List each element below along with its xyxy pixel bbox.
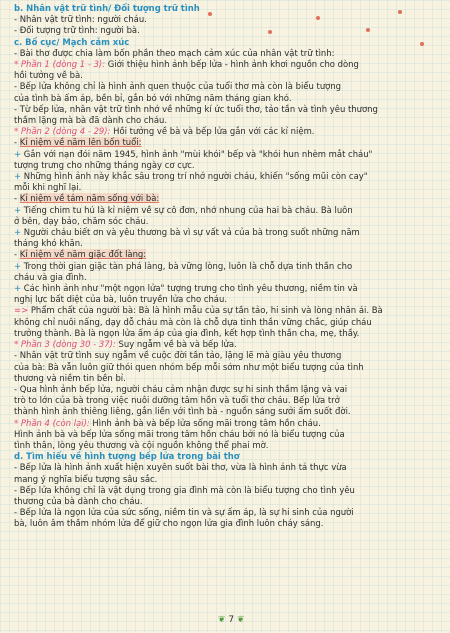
text-line <box>14 261 440 272</box>
leaf-icon: ❦ <box>218 615 226 625</box>
line-text: trưởng thành. Bà là ngọn lửa ấm áp của gia đình, kết hợp tình thần cha, mẹ, thầy. <box>14 327 360 338</box>
line-text: - Nhân vật trữ tình: người cháu. <box>14 14 147 25</box>
bullet-marker: * <box>14 126 21 137</box>
decor-dot <box>268 30 272 34</box>
text-line <box>14 182 440 193</box>
line-text: Những hình ảnh này khắc sâu trong trí nhớ người cháu, khiến "sống mũi còn cay" <box>23 171 368 182</box>
memory-heading: Kỉ niệm về năm giặc đốt làng: <box>19 249 147 260</box>
part-label: Phần 2 (dòng 4 - 29): <box>20 126 111 137</box>
text-line <box>14 440 440 451</box>
plus-marker: + <box>14 171 24 182</box>
section-heading: d. Tìm hiểu về hình tượng bếp lửa trong bài thơ <box>14 451 240 462</box>
line-text: của tình bà ấm áp, bền bỉ, gắn bó với những năm tháng gian khó. <box>14 92 292 103</box>
decor-dot <box>316 16 320 20</box>
line-text: trò to lớn của bà trong việc nuôi dưỡng tâm hồn và tuổi thơ cháu. Bếp lửa trở <box>14 395 340 406</box>
text-line <box>14 294 440 305</box>
line-text: - Bếp lửa là ngọn lửa của sức sống, niềm tin và sự ấm áp, là sự hi sinh của người <box>14 507 354 518</box>
text-line <box>14 362 440 373</box>
text-line <box>14 238 440 249</box>
line-text: mỗi khi nghĩ lại. <box>14 182 82 193</box>
memory-heading: Kỉ niệm về năm lên bốn tuổi: <box>19 137 142 148</box>
text-line <box>14 93 440 104</box>
text-line <box>14 429 440 440</box>
line-text: nghị lực bất diệt của bà, luôn truyền lửa cho cháu. <box>14 294 228 305</box>
text-line <box>14 418 440 429</box>
line-text: ở bên, dạy bảo, chăm sóc cháu. <box>14 215 149 226</box>
line-text: Suy ngẫm về bà và bếp lửa. <box>115 339 237 350</box>
text-line <box>14 3 440 14</box>
line-text: - Từ bếp lửa, nhân vật trữ tình nhớ về những kí ức tuổi thơ, tảo tần và tình yêu thương <box>14 103 378 114</box>
text-line <box>14 14 440 25</box>
text-line <box>14 373 440 384</box>
decor-dot <box>398 10 402 14</box>
plus-marker: + <box>14 260 24 271</box>
text-line <box>14 272 440 283</box>
line-text: thành hình ảnh thiêng liêng, gắn liền với tình bà - nguồn sáng sưởi ấm suốt đời. <box>14 406 351 417</box>
line-text: tháng khó khăn. <box>14 238 83 249</box>
page-number-ornament <box>218 615 245 625</box>
text-line <box>14 485 440 496</box>
text-line <box>14 384 440 395</box>
line-text: thương và niềm tin bền bỉ. <box>14 372 126 383</box>
decor-dot <box>208 12 212 16</box>
text-line <box>14 350 440 361</box>
text-line <box>14 37 440 48</box>
text-line <box>14 328 440 339</box>
text-line <box>14 317 440 328</box>
line-text: thầm lặng mà bà đã dành cho cháu. <box>14 115 168 126</box>
line-text: - Bếp lửa không chỉ là vật dụng trong gia đình mà còn là biểu tượng cho tình yêu <box>14 484 355 495</box>
leaf-icon: ❦ <box>237 615 245 625</box>
part-label: Phần 1 (dòng 1 - 3): <box>20 59 106 70</box>
plus-marker: + <box>14 227 24 238</box>
line-text: Người cháu biết ơn và yêu thương bà vì sự vất vả của bà trong suốt những năm <box>23 227 360 238</box>
text-line <box>14 193 440 204</box>
text-line <box>14 171 440 182</box>
page-number: 7 <box>228 615 235 625</box>
section-heading: b. Nhân vật trữ tình/ Đối tượng trữ tình <box>14 3 200 13</box>
line-text: Các hình ảnh như "một ngọn lửa" tượng trưng cho tình yêu thương, niềm tin và <box>23 283 358 294</box>
plus-marker: + <box>14 204 24 215</box>
bullet-marker: - <box>14 249 20 260</box>
text-line <box>14 25 440 36</box>
memory-heading: Kỉ niệm về tám năm sống với bà: <box>19 193 160 204</box>
bullet-marker: * <box>14 59 21 70</box>
text-line <box>14 59 440 70</box>
text-line <box>14 507 440 518</box>
line-text: hồi tưởng về bà. <box>14 70 83 81</box>
text-line <box>14 70 440 81</box>
text-line <box>14 48 440 59</box>
decor-dot <box>366 28 370 32</box>
text-line <box>14 451 440 462</box>
text-line <box>14 462 440 473</box>
text-line <box>14 160 440 171</box>
line-text: cháu và gia đình. <box>14 271 87 282</box>
bullet-marker: * <box>14 339 21 350</box>
text-line <box>14 249 440 260</box>
text-line <box>14 227 440 238</box>
line-text: Hình ảnh bà và bếp lửa sống mãi trong tâm hồn cháu. <box>89 417 321 428</box>
text-line <box>14 104 440 115</box>
bullet-marker: * <box>14 417 21 428</box>
plus-marker: + <box>14 148 24 159</box>
text-line <box>14 137 440 148</box>
text-line <box>14 474 440 485</box>
text-line <box>14 126 440 137</box>
text-line <box>14 205 440 216</box>
decor-dot <box>420 42 424 46</box>
text-line <box>14 518 440 529</box>
text-line <box>14 115 440 126</box>
line-text: mang ý nghĩa biểu tượng sâu sắc. <box>14 473 158 484</box>
text-line <box>14 216 440 227</box>
line-text: Hình ảnh bà và bếp lửa sống mãi trong tâm hồn cháu bởi nó là biểu tượng của <box>14 428 345 439</box>
text-line <box>14 81 440 92</box>
line-text: - Nhân vật trữ tình suy ngẫm về cuộc đời tần tảo, lặng lẽ mà giàu yêu thương <box>14 350 342 361</box>
plus-marker: + <box>14 283 24 294</box>
document-body <box>14 3 440 530</box>
arrow-marker: => <box>14 305 31 316</box>
line-text: - Đối tượng trữ tình: người bà. <box>14 25 140 36</box>
line-text: Phẩm chất của người bà: Bà là hình mẫu của sự tần tảo, hi sinh và lòng nhân ái. Bà <box>30 305 383 316</box>
line-text: thương của bà dành cho cháu. <box>14 495 143 506</box>
text-line <box>14 283 440 294</box>
text-line <box>14 149 440 160</box>
section-heading: c. Bố cục/ Mạch cảm xúc <box>14 36 130 47</box>
line-text: - Bài thơ được chia làm bốn phần theo mạch cảm xúc của nhân vật trữ tình: <box>14 47 335 58</box>
line-text: tượng trưng cho những tháng ngày cơ cực. <box>14 159 195 170</box>
text-line <box>14 406 440 417</box>
line-text: - Bếp lửa không chỉ là hình ảnh quen thuộc của tuổi thơ mà còn là biểu tượng <box>14 81 342 92</box>
line-text: không chỉ nuôi nấng, dạy dỗ cháu mà còn là chỗ dựa tinh thần vững chắc, giúp cháu <box>14 316 372 327</box>
line-text: bà, luôn âm thầm nhóm lửa để giữ cho ngọn lửa gia đình luôn cháy sáng. <box>14 518 324 529</box>
bullet-marker: - <box>14 137 20 148</box>
line-text: Gắn với nạn đói năm 1945, hình ảnh "mùi khói" bếp và "khói hun nhèm mắt cháu" <box>23 148 373 159</box>
line-text: - Qua hình ảnh bếp lửa, người cháu cảm nhận được sự hi sinh thầm lặng và vai <box>14 383 348 394</box>
text-line <box>14 496 440 507</box>
line-text: Hồi tưởng về bà và bếp lửa gắn với các kỉ niệm. <box>110 126 315 137</box>
text-line <box>14 339 440 350</box>
part-label: Phần 3 (dòng 30 - 37): <box>20 339 116 350</box>
line-text: Trong thời gian giặc tàn phá làng, bà vững lòng, luôn là chỗ dựa tinh thần cho <box>23 260 353 271</box>
text-line <box>14 395 440 406</box>
bullet-marker: - <box>14 193 20 204</box>
part-label: Phần 4 (còn lại): <box>20 417 90 428</box>
line-text: Giới thiệu hình ảnh bếp lửa - hình ảnh khơi nguồn cho dòng <box>105 59 359 70</box>
line-text: - Bếp lửa là hình ảnh xuất hiện xuyên suốt bài thơ, vừa là hình ảnh tả thực vừa <box>14 462 347 473</box>
line-text: Tiếng chim tu hú là kỉ niệm về sự cô đơn, nhớ nhung của hai bà cháu. Bà luôn <box>23 204 353 215</box>
line-text: tình thân, lòng yêu thương và cội nguồn không thể phai mờ. <box>14 439 269 450</box>
line-text: của bà: Bà vẫn luôn giữ thói quen nhóm bếp mỗi sớm như một biểu tượng của tình <box>14 361 364 372</box>
text-line <box>14 305 440 316</box>
